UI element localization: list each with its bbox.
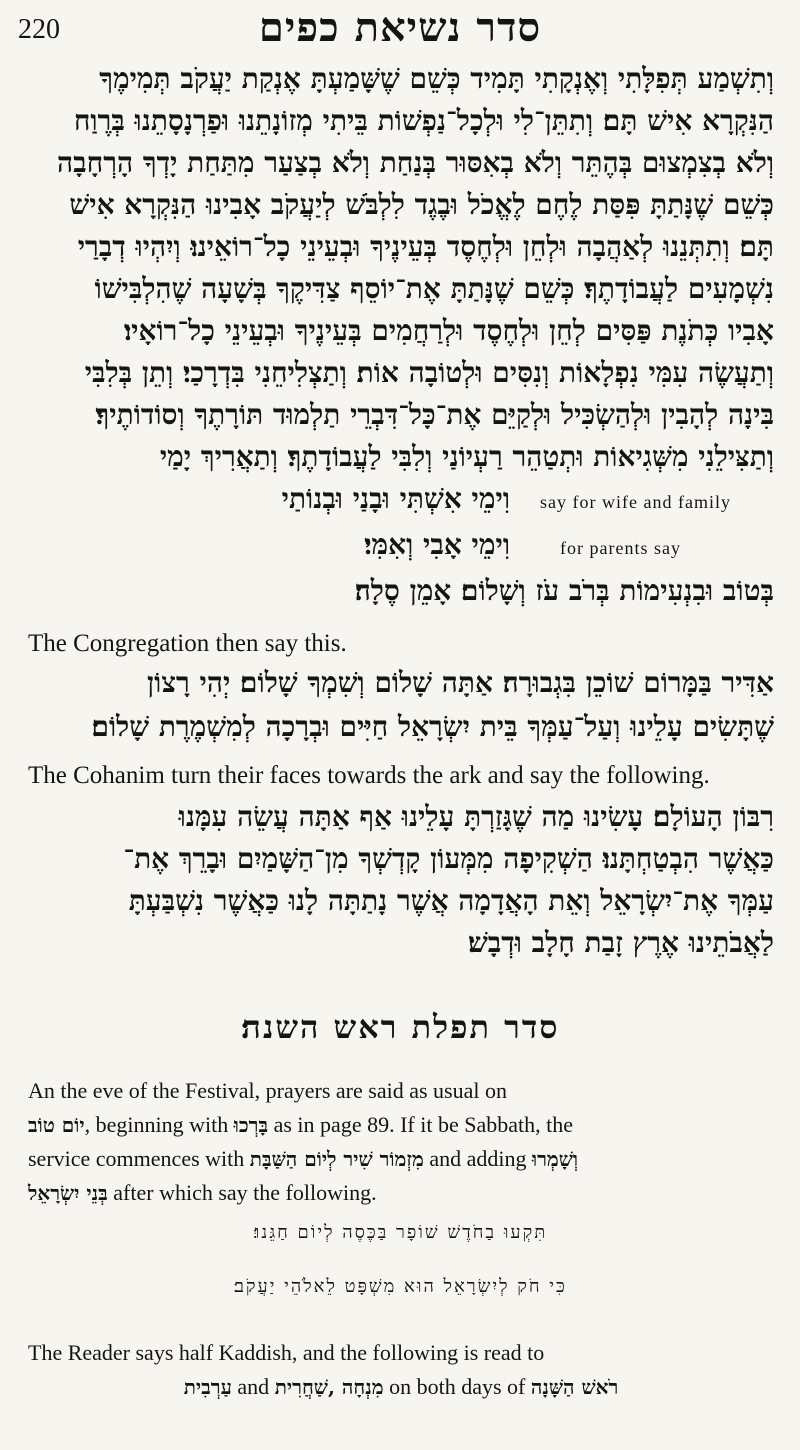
eve-heb-yom-tov: יוֹם טוֹב: [28, 1113, 85, 1137]
insert-note: say for wife and family: [540, 492, 731, 512]
insert-note: for parents say: [560, 538, 681, 558]
cohanim-line: לַאֲבֹתֵינוּ אֶרֶץ זָבַת חָלָב וּדְבָשׁ׃: [467, 926, 774, 959]
insert-text: וִימֵי אָבִי וְאִמִּי׃: [364, 528, 510, 561]
reader-heb-rosh-hashana: רֹאשׁ הַשָּׁנָה: [530, 1375, 619, 1399]
eve-paragraph-line: [28, 1180, 774, 1206]
prayer-line: וְתִשְׁמַע תְּפִלָּתִי וְאֶנְקָתִי תָּמִיד כְּשֵׁם שֶׁשָּׁמַעְתָּ אֶנְקַת יַעֲקֹב תְּמִימֶךָ: [99, 62, 774, 95]
eve-text: as in page 89. If it be Sabbath, the: [273, 1112, 573, 1137]
reader-heb-arvit: עַרְבִית: [183, 1375, 232, 1399]
verse-line: תִּקְעוּ בַחֹדֶשׁ שׁוֹפָר בַּכֶּסֶה לְיוֹם חַגֵּנוּ׃: [252, 1222, 548, 1243]
eve-heb-mizmor: מִזְמוֹר שִׁיר לְיוֹם הַשַּׁבָּת: [249, 1147, 424, 1171]
prayer-line: וְתַצִּילֵנִי מִשְּׁגִיאוֹת וּתְטַהֵר רַעְיוֹנַי וְלִבִּי לַעֲבוֹדָתֶךָ׃ וְתַאֲרִיךְ יָמַי: [159, 440, 774, 473]
cohanim-line: רִבּוֹן הָעוֹלָם׃ עָשִׂינוּ מַה שֶׁגָּזַרְתָּ עָלֵינוּ אַף אַתָּה עֲשֵׂה עִמָּנוּ: [178, 800, 774, 833]
prayer-line: אָבִיו כְּתֹנֶת פַּסִּים לְחֵן וּלְחֶסֶד וּלְרַחֲמִים בְּעֵינֶיךָ וּבְעֵינֵי כָל־רוֹאָיו׃: [124, 314, 774, 347]
prayer-line: הַנִּקְרָא אִישׁ תָּם׃ וְתִתֵּן־לִי וּלְכָל־נַפְשׁוֹת בֵּיתִי מְזוֹנָתֵנוּ וּפַרְנָסָתֵנוּ בְּרֶוַח: [73, 104, 774, 137]
closing-line: בְּטוֹב וּבִנְעִימוֹת בְּרֹב עֹז וְשָׁלוֹם׃ אָמֵן סֶלָה׃: [354, 574, 774, 607]
congregation-line: שֶׁתָּשִׂים עָלֵינוּ וְעַל־עַמְּךָ בֵּית יִשְׂרָאֵל חַיִּים וּבְרָכָה לְמִשְׁמֶרֶת שָׁלוֹם׃: [91, 710, 774, 743]
prayer-line: וְלֹא בְצִמְצוּם בְּהֶתֵּר וְלֹא בְאִסּוּר בְּנַחַת וְלֹא בְצַעַר מִתַּחַת יָדְךָ הָרְחָבָה: [57, 146, 774, 179]
reader-line-1: The Reader says half Kaddish, and the following is read to: [28, 1340, 545, 1365]
eve-paragraph-line: [28, 1112, 774, 1138]
eve-paragraph-line: [28, 1146, 774, 1172]
eve-text: after which say the following.: [113, 1180, 377, 1205]
running-title: סדר נשיאת כפים: [258, 4, 542, 51]
verse-line: כִּי חֹק לְיִשְׂרָאֵל הוּא מִשְׁפָּט לֵאלֹהֵי יַעֲקֹב׃: [233, 1276, 567, 1297]
cohanim-instruction: The Cohanim turn their faces towards the ark and say the following.: [28, 762, 710, 789]
prayer-line: כְּשֵׁם שֶׁנָּתַתָּ פִּסַּת לֶחֶם לֶאֱכֹל וּבֶגֶד לִלְבֹּשׁ לְיַעֲקֹב אָבִינוּ הַנִּקְרָא אִישׁ: [69, 188, 774, 221]
prayer-line: תָּם׃ וְתִתְּנֵנוּ לְאַהֲבָה וּלְחֵן וּלְחֶסֶד בְּעֵינֶיךָ וּבְעֵינֵי כָל־רוֹאֵינוּ׃ וְיִהְיוּ דְבָרַי: [77, 230, 774, 263]
prayer-line: בִּינָה לְהָבִין וּלְהַשְׂכִּיל וּלְקַיֵּם אֶת־כָּל־דִּבְרֵי תַלְמוּד תּוֹרָתֶךָ וְסוֹדוֹתֶיךָ׃: [95, 398, 774, 431]
eve-line-1: An the eve of the Festival, prayers are said as usual on: [28, 1078, 507, 1103]
eve-heb-veshamru: וְשָׁמְרוּ: [531, 1147, 579, 1171]
eve-heb-barchu: בָּרְכוּ: [233, 1113, 269, 1137]
reader-paragraph-line: [28, 1374, 774, 1400]
cohanim-line: עַמְּךָ אֶת־יִשְׂרָאֵל וְאֵת הָאֲדָמָה אֲשֶׁר נָתַתָּה לָנוּ כַּאֲשֶׁר נִשְׁבַּעְתָּ: [128, 884, 774, 917]
eve-text: , beginning with: [84, 1112, 229, 1137]
congregation-instruction: The Congregation then say this.: [28, 630, 347, 657]
page-number: 220: [18, 14, 60, 45]
reader-paragraph-line: [28, 1340, 774, 1366]
eve-paragraph-line: [28, 1078, 774, 1104]
insert-text: וִימֵי אִשְׁתִּי וּבָנַי וּבְנוֹתַי: [281, 482, 510, 515]
prayer-line: נִשְׁמָעִים לַעֲבוֹדָתֶךָ׃ כְּשֵׁם שֶׁנָּתַתָּ אֶת־יוֹסֵף צַדִּיקֶךָ בְּשָׁעָה שֶׁהִלְבִּישׁוֹ: [94, 272, 774, 305]
eve-heb-bnei-yisrael: בְּנֵי יִשְׂרָאֵל: [28, 1181, 108, 1205]
section-title: סדר תפלת ראש השנה׃: [240, 1008, 560, 1046]
eve-text: service commences with: [28, 1146, 245, 1171]
reader-text: and: [237, 1374, 270, 1399]
cohanim-line: כַּאֲשֶׁר הִבְטַחְתָּנוּ׃ הַשְׁקִיפָה מִמְּעוֹן קָדְשְׁךָ מִן־הַשָּׁמַיִם וּבָרֵךְ אֶת־: [123, 842, 774, 875]
prayer-line: וְתַעֲשֶׂה עִמִּי נִפְלָאוֹת וְנִסִּים וּלְטוֹבָה אוֹת׃ וְתַצְלִיחֵנִי בִּדְרָכַי׃ וְתֵן בְּלִבִּי: [84, 356, 774, 389]
page-header: [0, 4, 800, 54]
eve-text: and adding: [429, 1146, 527, 1171]
reader-heb-shacharit: מִנְחָה ,שַׁחֲרִית: [274, 1375, 384, 1399]
reader-text: on both days of: [389, 1374, 526, 1399]
congregation-line: אַדִּיר בַּמָּרוֹם שׁוֹכֵן בִּגְבוּרָה׃ אַתָּה שָׁלוֹם וְשִׁמְךָ שָׁלוֹם׃ יְהִי רָצוֹן: [147, 666, 774, 699]
